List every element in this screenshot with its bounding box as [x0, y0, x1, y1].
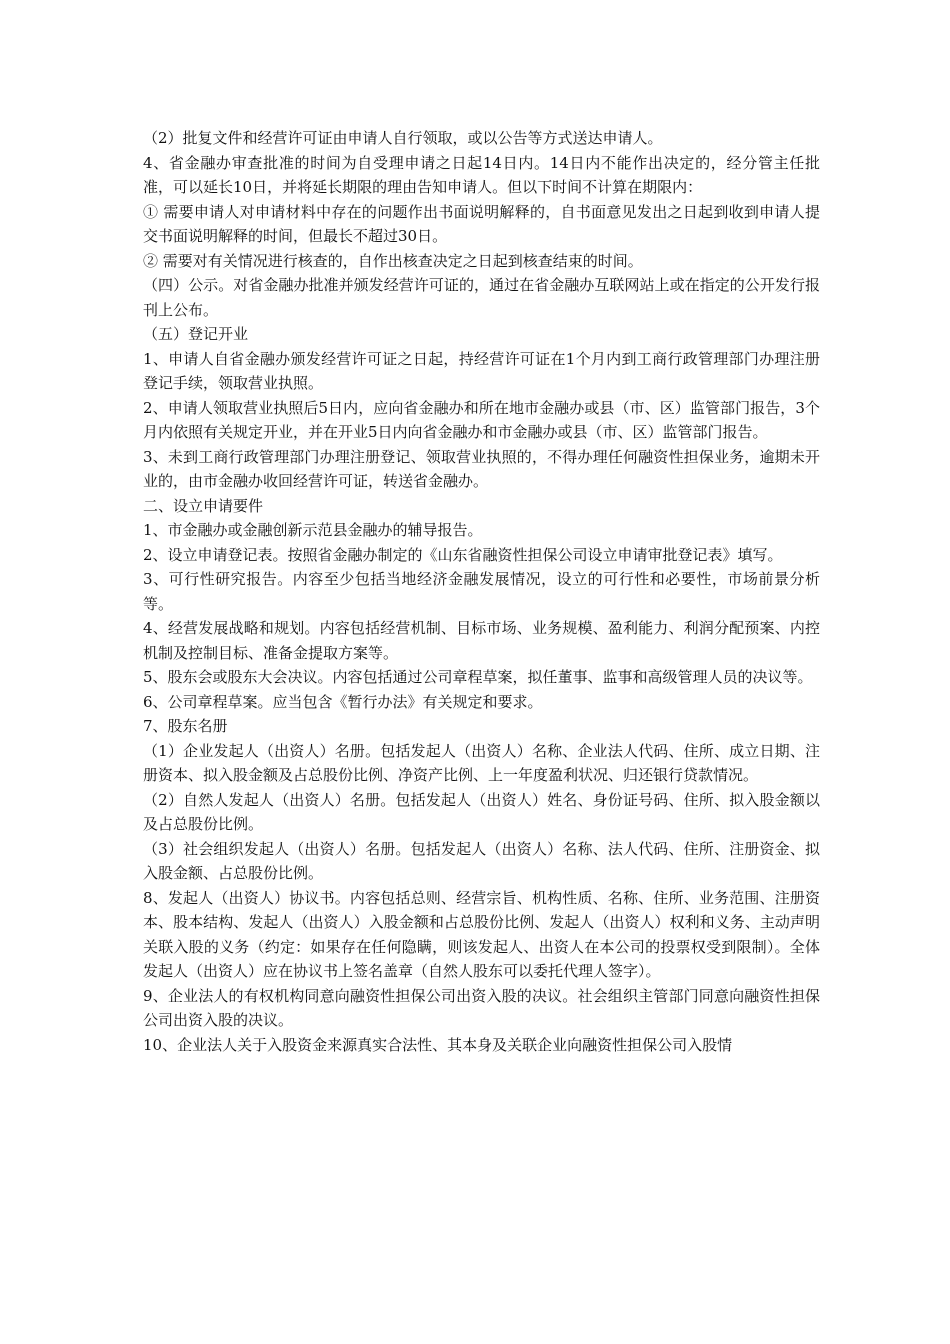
paragraph-requirement-3: 3、可行性研究报告。内容至少包括当地经济金融发展情况，设立的可行性和必要性，市场前景分析等。	[143, 570, 820, 613]
paragraph-requirement-5: 5、股东会或股东大会决议。内容包括通过公司章程草案，拟任董事、监事和高级管理人员的决议等。	[143, 668, 813, 686]
paragraph-requirement-7: 7、股东名册	[143, 717, 228, 735]
heading-application-requirements: 二、设立申请要件	[143, 496, 264, 515]
paragraph-requirement-8: 8、发起人（出资人）协议书。内容包括总则、经营宗旨、机构性质、名称、住所、业务范围、注册资本、股本结构、发起人（出资人）入股金额和占总股份比例、发起人（出资人）权利和义务、主动声明关联入股的义务（约定：如果存在任何隐瞒，则该发起人、出资人在本公司的投票权受到限制）。全体发起人（出资人）应在协议书上签名盖章（自然人股东可以委托代理人签字）。	[143, 888, 820, 980]
paragraph-exclusion-2: ② 需要对有关情况进行核查的，自作出核查决定之日起到核查结束的时间。	[143, 251, 643, 270]
paragraph-exclusion-1: ① 需要申请人对申请材料中存在的问题作出书面说明解释的，自书面意见发出之日起到收到申请人提交书面说明解释的时间，但最长不超过30日。	[143, 202, 820, 245]
paragraph-registration-2: 2、申请人领取营业执照后5日内，应向省金融办和所在地市金融办或县（市、区）监管部门报告，3个月内依照有关规定开业，并在开业5日内向省金融办和市金融办或县（市、区）监管部门报告。	[143, 398, 820, 441]
paragraph-requirement-2: 2、设立申请登记表。按照省金融办制定的《山东省融资性担保公司设立申请审批登记表》填写。	[143, 545, 783, 564]
paragraph-requirement-6: 6、公司章程草案。应当包含《暂行办法》有关规定和要求。	[143, 692, 543, 711]
paragraph-shareholder-enterprise: （1）企业发起人（出资人）名册。包括发起人（出资人）名称、企业法人代码、住所、成立日期、注册资本、拟入股金额及占总股份比例、净资产比例、上一年度盈利状况、归还银行贷款情况。	[143, 741, 820, 784]
paragraph-publicity: （四）公示。对省金融办批准并颁发经营许可证的，通过在省金融办互联网站上或在指定的公开发行报刊上公布。	[143, 276, 820, 319]
document-body	[143, 126, 820, 1057]
heading-registration: （五）登记开业	[143, 325, 249, 343]
paragraph-approval-docs: （2）批复文件和经营许可证由申请人自行领取，或以公告等方式送达申请人。	[143, 129, 663, 147]
paragraph-requirement-1: 1、市金融办或金融创新示范县金融办的辅导报告。	[143, 521, 483, 539]
paragraph-review-period: 4、省金融办审查批准的时间为自受理申请之日起14日内。14日内不能作出决定的，经分管主任批准，可以延长10日，并将延长期限的理由告知申请人。但以下时间不计算在期限内：	[143, 153, 820, 196]
paragraph-registration-1: 1、申请人自省金融办颁发经营许可证之日起，持经营许可证在1个月内到工商行政管理部门办理注册登记手续，领取营业执照。	[143, 349, 820, 392]
paragraph-requirement-10: 10、企业法人关于入股资金来源真实合法性、其本身及关联企业向融资性担保公司入股情	[143, 1035, 733, 1054]
paragraph-requirement-4: 4、经营发展战略和规划。内容包括经营机制、目标市场、业务规模、盈利能力、利润分配预案、内控机制及控制目标、准备金提取方案等。	[143, 619, 820, 662]
paragraph-shareholder-organization: （3）社会组织发起人（出资人）名册。包括发起人（出资人）名称、法人代码、住所、注册资金、拟入股金额、占总股份比例。	[143, 839, 820, 882]
paragraph-shareholder-individual: （2）自然人发起人（出资人）名册。包括发起人（出资人）姓名、身份证号码、住所、拟入股金额以及占总股份比例。	[143, 790, 820, 833]
paragraph-requirement-9: 9、企业法人的有权机构同意向融资性担保公司出资入股的决议。社会组织主管部门同意向融资性担保公司出资入股的决议。	[143, 986, 820, 1029]
paragraph-registration-3: 3、未到工商行政管理部门办理注册登记、领取营业执照的，不得办理任何融资性担保业务，逾期未开业的，由市金融办收回经营许可证，转送省金融办。	[143, 447, 820, 490]
